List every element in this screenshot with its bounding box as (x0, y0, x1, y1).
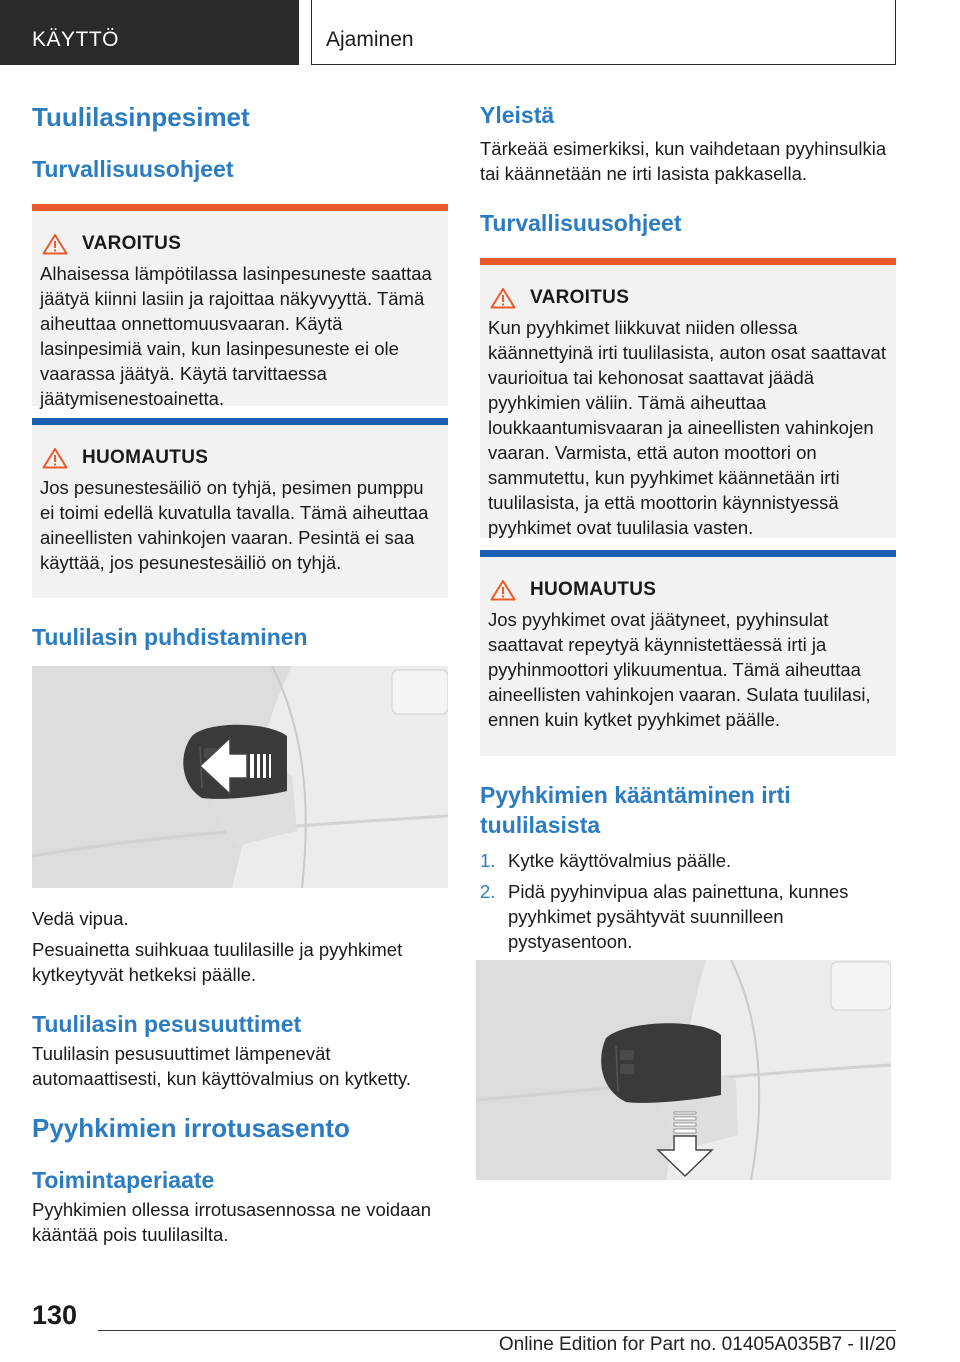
left-column (32, 100, 448, 1247)
turn-heading: Pyyhkimien kääntäminen irti tuulilasista (480, 782, 791, 838)
step-number: 2. (480, 881, 496, 902)
safety-heading-right: Turvallisuusohjeet (480, 210, 682, 236)
step-text: Pidä pyyhinvipua alas painettuna, kunnes pyyhkimet pysähtyvät suunnilleen pystyasentoon. (508, 881, 849, 952)
warning-text-right: Kun pyyhkimet liikkuvat niiden ollessa käännettyinä irti tuulilasista, auton osat saattavat vaurioitua tai kehonosat saattavat jäädä pyyhkimien väliin. Tämä aiheuttaa loukkaantumisvaaran ja aineellisten vahinkojen vaaran. Varmista, että auton moottori on sammutettu, kun pyyhkimet käännetään irti tuulilasista, ja että moottorin käynnistyessä pyyhkimet ovat tuulilasia vasten. (488, 317, 886, 538)
warning-label-left: VAROITUS (82, 233, 182, 254)
step-text: Kytke käyttövalmius päälle. (508, 850, 732, 871)
cleaning-step: Vedä vipua. (32, 908, 129, 929)
warning-triangle-icon (490, 579, 516, 601)
notice-box-left (32, 418, 448, 598)
notice-title-left (40, 447, 440, 469)
cleaning-heading: Tuulilasin puhdistaminen (32, 624, 308, 650)
notice-text-left: Jos pesunestesäiliö on tyhjä, pesimen pumppu ei toimi edellä kuvatulla tavalla. Tämä aiheuttaa aineellisten vahinkojen vaaran. Pesintä ei saa käyttää, jos pesunestesäiliö on tyhjä. (40, 477, 429, 573)
warning-box-left (32, 204, 448, 409)
warning-text-left: Alhaisessa lämpötilassa lasinpesuneste saattaa jäätyä kiinni lasiin ja rajoittaa näkyvyyttä. Tämä aiheuttaa onnettomuusvaaran. Käytä lasinpesimiä vain, kun lasinpesuneste ei ole vaarassa jäätyä. Käytä tarvittaessa jäätymisenestoainetta. (40, 263, 432, 409)
principle-text: Pyyhkimien ollessa irrotusasennossa ne voidaan kääntää pois tuulilasilta. (32, 1199, 431, 1245)
principle-heading: Toimintaperiaate (32, 1167, 215, 1193)
warning-box-right (480, 258, 896, 538)
header-chapter-label: Ajaminen (326, 28, 414, 51)
notice-text-right: Jos pyyhkimet ovat jäätyneet, pyyhinsulat saattavat repeytyä käynnistettäessä irti ja pyyhinmoottori ylikuumentua. Tämä aiheuttaa aineellisten vahinkojen vaaran. Sulata tuulilasi, ennen kuin kytket pyyhkimet päälle. (488, 609, 871, 730)
notice-label-right: HUOMAUTUS (530, 579, 657, 600)
right-column (480, 100, 896, 960)
general-heading: Yleistä (480, 102, 555, 128)
steps-list (480, 848, 896, 954)
general-text: Tärkeää esimerkiksi, kun vaihdetaan pyyhinsulkia tai käännetään ne irti lasista pakkasella. (480, 138, 887, 184)
header-section (0, 0, 299, 65)
cleaning-text: Pesuainetta suihkuaa tuulilasille ja pyyhkimet kytkeytyvät hetkeksi päälle. (32, 939, 403, 985)
warning-triangle-icon (490, 287, 516, 309)
list-item (480, 848, 896, 873)
warning-title-left (40, 233, 440, 255)
notice-label-left: HUOMAUTUS (82, 447, 209, 468)
safety-heading-left: Turvallisuusohjeet (32, 156, 234, 182)
notice-title-right (488, 579, 888, 601)
release-heading: Pyyhkimien irrotusasento (32, 1113, 350, 1143)
page-title: Tuulilasinpesimet (32, 102, 250, 132)
header-section-label: KÄYTTÖ (32, 28, 120, 51)
header-chapter (311, 0, 896, 65)
warning-triangle-icon (42, 447, 68, 469)
wiper-lever-press-image (476, 960, 891, 1180)
step-number: 1. (480, 850, 496, 871)
footer-edition: Online Edition for Part no. 01405A035B7 - II/20 (498, 1334, 896, 1355)
wiper-lever-pull-image (32, 666, 448, 888)
page-number: 130 (32, 1300, 78, 1330)
notice-box-right (480, 550, 896, 756)
footer-divider (98, 1330, 896, 1331)
nozzles-text: Tuulilasin pesusuuttimet lämpenevät automaattisesti, kun käyttövalmius on kytketty. (32, 1043, 412, 1089)
warning-label-right: VAROITUS (530, 287, 630, 308)
nozzles-heading: Tuulilasin pesusuuttimet (32, 1011, 302, 1037)
list-item (480, 879, 896, 954)
warning-title-right (488, 287, 888, 309)
warning-triangle-icon (42, 233, 68, 255)
